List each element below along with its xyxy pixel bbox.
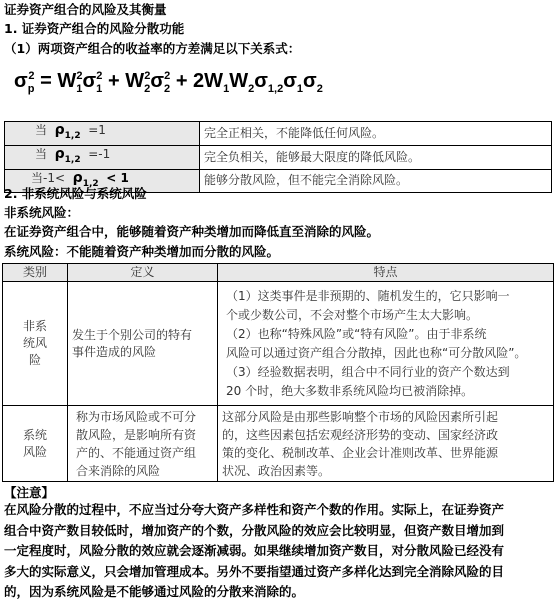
nonsystematic-definition: 在证券资产组合中，能够随着资产种类增加而降低直至消除的风险。 bbox=[4, 224, 380, 239]
note-label: 【注意】 bbox=[4, 485, 55, 500]
header-category: 类别 bbox=[3, 264, 68, 282]
rho-desc-3: 能够分散风险，但不能完全消除风险。 bbox=[200, 169, 552, 193]
header-features: 特点 bbox=[218, 264, 554, 282]
correlation-table bbox=[4, 121, 552, 193]
note-paragraph: 在风险分散的过程中，不应当过分夸大资产多样性和资产个数的作用。实际上，在证券资产 组合中资产数目较低时，增加资产的个数，分散风险的效应会比较明显，但资产数目增加到 一定程度时，风险分散的效应就会逐渐减弱。如果继续增加资产数目，对分散风险已经没有 多大的实际意义，只会增加管理成本。另外不要指望通过资产多样化达到完全消除风险的目 的，因为系统风险是不能够通过风险的分散来消除的。 bbox=[4, 502, 505, 600]
section-1-subheading: （1）两项资产组合的收益率的方差满足以下关系式： bbox=[4, 41, 301, 56]
section-1-heading: 1. 证券资产组合的风险分散功能 bbox=[4, 21, 185, 36]
variance-formula: $\sigma_p^2 = W_1^2\sigma_1^2 + W_2^2\sigma_2^2 + 2W_1W_2\sigma_{1,2}\sigma_1\sigma_2$ bbox=[14, 70, 323, 95]
rho-desc-2: 完全负相关，能够最大限度的降低风险。 bbox=[200, 145, 552, 169]
rho-desc-1: 完全正相关，不能降低任何风险。 bbox=[200, 122, 552, 146]
nonsystematic-label: 非系统风险： bbox=[4, 205, 80, 220]
category-nonsystematic: 非系 统风 险 bbox=[3, 282, 68, 406]
systematic-definition: 系统风险：不能随着资产种类增加而分散的风险。 bbox=[4, 244, 280, 259]
rho-cond-3: 当$-1< \rho_{1,2} < 1$ bbox=[5, 169, 200, 193]
definition-systematic: 称为市场风险或不可分 散风险，是影响所有资 产的、不能通过资产组 合来消除的风险 bbox=[68, 406, 218, 482]
rho-cond-1: 当 $\rho_{1,2} =1$ bbox=[5, 122, 200, 146]
definition-nonsystematic: 发生于个别公司的特有 事件造成的风险 bbox=[68, 282, 218, 406]
section-2-heading: 2. 非系统风险与系统风险 bbox=[4, 186, 147, 201]
risk-comparison-table bbox=[2, 263, 554, 482]
category-systematic: 系统 风险 bbox=[3, 406, 68, 482]
page-title: 证券资产组合的风险及其衡量 bbox=[4, 2, 167, 17]
features-nonsystematic: （1）这类事件是非预期的、随机发生的，它只影响一 个或少数公司，不会对整个市场产生太大影响。 （2）也称“特殊风险”或“特有风险”。由于非系统 风险可以通过资产组合分散掉，因此也称“可分散风险”。 （3）经验数据表明，组合中不同行业的资产个数达到 20 个时，绝大多数非系统风险均已被消除掉。 bbox=[218, 282, 554, 406]
header-definition: 定义 bbox=[68, 264, 218, 282]
rho-cond-2: 当 $\rho_{1,2} =-1$ bbox=[5, 145, 200, 169]
features-systematic: 这部分风险是由那些影响整个市场的风险因素所引起 的，这些因素包括宏观经济形势的变动、国家经济政 策的变化、税制改革、企业会计准则改革、世界能源 状况、政治因素等。 bbox=[218, 406, 554, 482]
